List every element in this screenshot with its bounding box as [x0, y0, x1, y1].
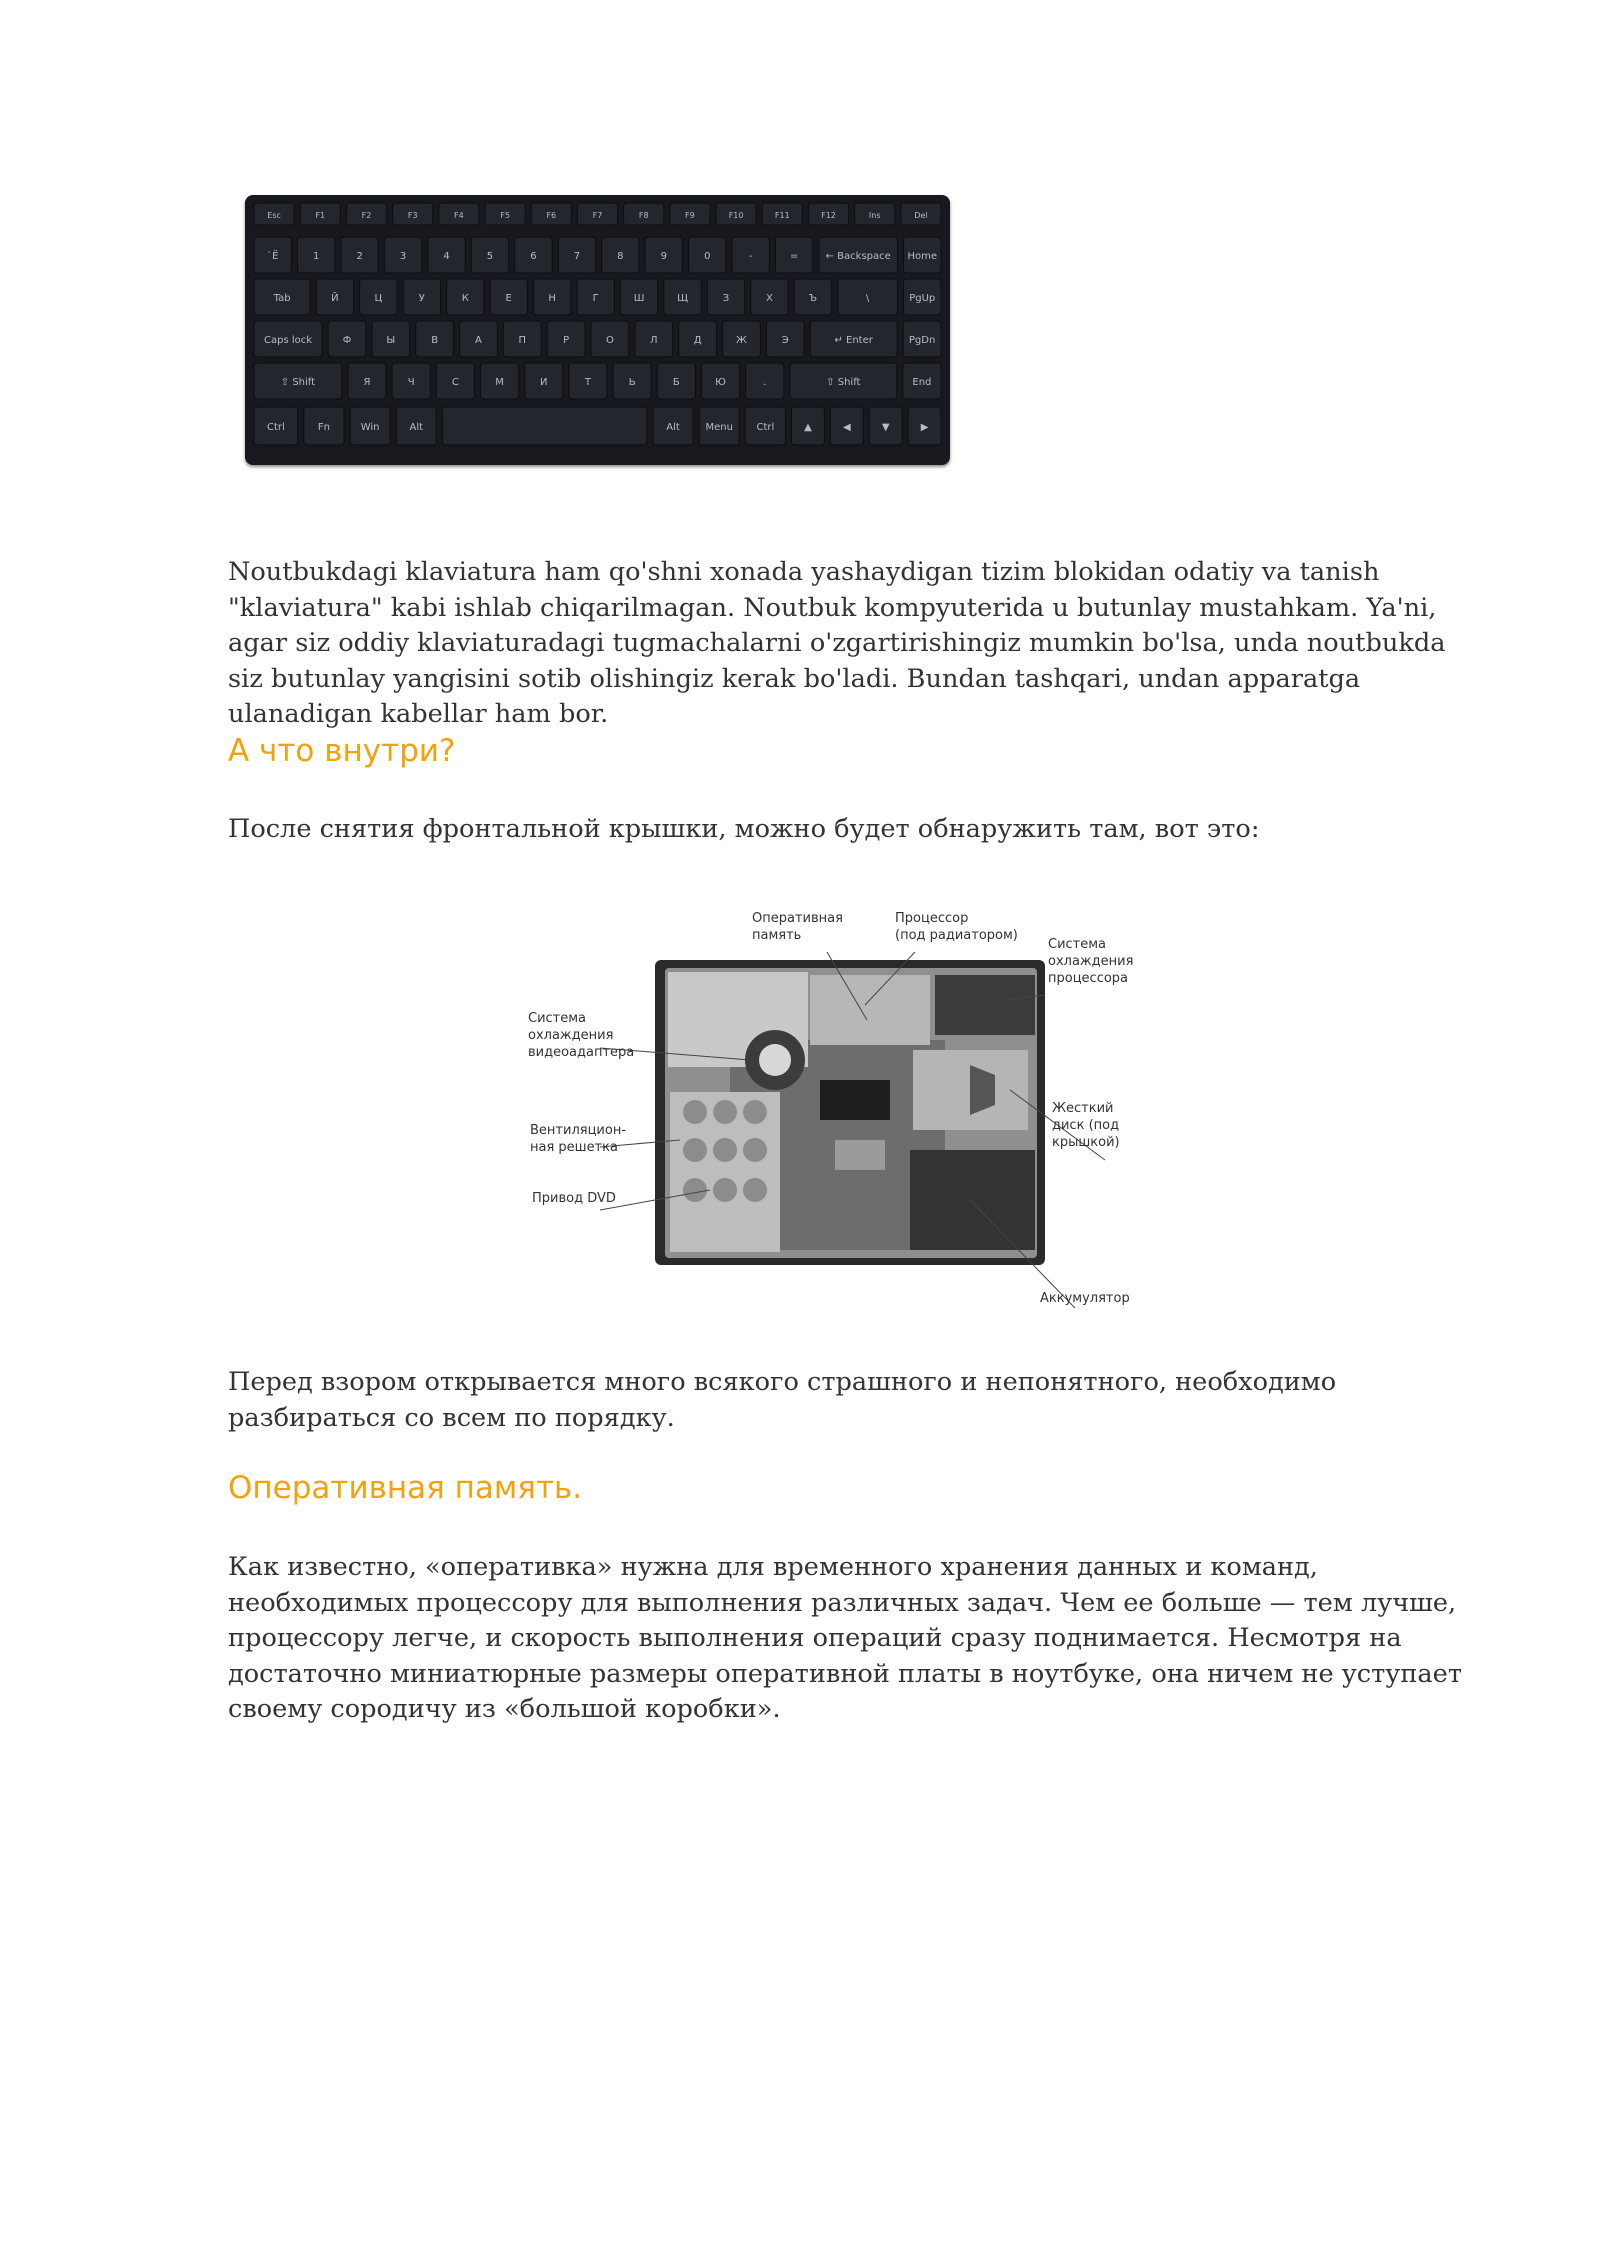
keyboard-key-legend: ↵ Enter: [834, 335, 873, 346]
keyboard-key-legend: F12: [821, 211, 836, 220]
keyboard-key-legend: Ч: [407, 377, 415, 388]
keyboard-key-legend: F7: [592, 211, 603, 220]
keyboard-key-legend: .: [763, 377, 767, 388]
keyboard-key-legend: Ь: [628, 377, 636, 388]
keyboard-key-legend: 9: [660, 251, 667, 262]
label-ram: Оперативная память: [752, 911, 843, 943]
label-cpu-cooling: Система охлаждения процессора: [1048, 937, 1134, 986]
keyboard-key-legend: Э: [781, 335, 789, 346]
keyboard-key-legend: PgDn: [908, 335, 936, 346]
keyboard-key-legend: 4: [443, 251, 450, 262]
keyboard-key-legend: F8: [638, 211, 649, 220]
ram-module: [810, 975, 930, 1045]
keyboard-key-legend: -: [748, 251, 753, 262]
keyboard-key-legend: Ш: [633, 293, 645, 304]
keyboard-key-legend: Menu: [705, 422, 733, 433]
keyboard-key-legend: Д: [693, 335, 702, 346]
keyboard-key-legend: Ы: [386, 335, 396, 346]
keyboard-key-legend: F4: [454, 211, 464, 220]
keyboard-key-legend: 5: [486, 251, 494, 262]
keyboard-key-legend: F2: [361, 211, 372, 220]
keyboard-key-legend: Й: [331, 293, 339, 304]
keyboard-key-legend: У: [418, 293, 425, 304]
keyboard-key-legend: Е: [505, 293, 512, 304]
keyboard-key-legend: =: [789, 251, 799, 262]
keyboard-key-legend: 8: [617, 251, 624, 262]
cpu-cooler: [935, 975, 1035, 1035]
keyboard-key-legend: \: [865, 293, 870, 304]
keyboard-key-legend: Home: [907, 251, 938, 262]
keyboard-key-legend: ⇧ Shift: [826, 377, 861, 388]
keyboard-key-legend: ▼: [881, 422, 890, 433]
keyboard-key-legend: End: [912, 377, 932, 388]
keyboard-key-legend: 2: [356, 251, 363, 262]
keyboard-key-legend: ▲: [804, 422, 812, 433]
keyboard-key-legend: Win: [360, 422, 380, 433]
keyboard-key-legend: 7: [573, 251, 581, 262]
keyboard-key-legend: F1: [315, 211, 326, 220]
keyboard-key-legend: Щ: [677, 293, 689, 304]
keyboard-key-legend: Fn: [317, 422, 330, 433]
keyboard-key-legend: 1: [312, 251, 320, 262]
chip: [835, 1140, 885, 1170]
chip: [820, 1080, 890, 1120]
label-vent: Вентиляцион- ная решетка: [530, 1123, 627, 1155]
heading-inside: А что внутри?: [228, 733, 456, 769]
keyboard-key-legend: Т: [584, 377, 592, 388]
label-cpu: Процессор (под радиатором): [895, 911, 1018, 943]
keyboard-key-legend: F3: [407, 211, 418, 220]
keyboard-key-legend: Ctrl: [756, 422, 775, 433]
keyboard-key-legend: Ж: [736, 335, 747, 346]
keyboard-key-legend: F6: [546, 211, 557, 220]
keyboard-key-legend: М: [495, 377, 504, 388]
keyboard-key-legend: В: [431, 335, 439, 346]
keyboard-key-legend: Н: [548, 293, 556, 304]
keyboard-key-legend: С: [451, 377, 459, 388]
keyboard-key-legend: Я: [363, 377, 371, 388]
keyboard-key-legend: А: [475, 335, 482, 346]
heading-ram: Оперативная память.: [228, 1470, 583, 1506]
keyboard-key-legend: 0: [704, 251, 711, 262]
keyboard-keys: [245, 195, 950, 465]
keyboard-key-legend: F9: [685, 211, 695, 220]
keyboard-key-legend: F11: [774, 211, 790, 220]
keyboard-key-legend: И: [540, 377, 548, 388]
keyboard-key-legend: PgUp: [909, 293, 936, 304]
keyboard-key-legend: Ins: [868, 211, 881, 220]
keyboard-key-legend: Р: [563, 335, 570, 346]
keyboard-key-legend: Л: [650, 335, 658, 346]
keyboard-key-legend: Ю: [715, 377, 726, 388]
label-battery: Аккумулятор: [1040, 1291, 1130, 1306]
keyboard-key-legend: `Ё: [267, 251, 279, 262]
keyboard-key-legend: Х: [766, 293, 773, 304]
keyboard-key-legend: 6: [530, 251, 537, 262]
label-hdd: Жесткий диск (под крышкой): [1052, 1101, 1120, 1150]
keyboard-key-legend: Б: [672, 377, 680, 388]
after-image-paragraph: Перед взором открывается много всякого страшного и непонятного, необходимо разбираться со всем по порядку.: [228, 1367, 1337, 1433]
keyboard-key-legend: 3: [399, 251, 407, 262]
keyboard-image: [245, 195, 950, 465]
keyboard-key-legend: Caps lock: [264, 335, 313, 346]
keyboard-key-legend: ⇧ Shift: [280, 377, 316, 388]
keyboard-key-legend: Г: [592, 293, 599, 304]
keyboard-key-legend: Alt: [666, 422, 680, 433]
battery: [910, 1150, 1035, 1250]
keyboard-key-legend: К: [461, 293, 469, 304]
keyboard-paragraph: Noutbukdagi klaviatura ham qo'shni xonada yashaydigan tizim blokidan odatiy va tanish "klaviatura" kabi ishlab chiqarilmagan. Noutbuk kompyuterida u butunlay mustahkam. Ya'ni, agar siz oddiy klaviaturadagi tugmachalarni o'zgartirishingiz mumkin bo'lsa, unda noutbukda siz butunlay yangisini sotib olishingiz kerak bo'ladi. Bundan tashqari, undan apparatga ulanadigan kabellar ham bor.: [228, 557, 1446, 729]
keyboard-key-legend: Esc: [267, 211, 281, 220]
fan-hub: [759, 1044, 791, 1076]
keyboard-key-legend: Alt: [409, 422, 424, 433]
keyboard-key-legend: F10: [728, 211, 744, 220]
keyboard-key-legend: ← Backspace: [825, 251, 891, 262]
keyboard-key-legend: ◀: [842, 422, 851, 433]
label-dvd: Привод DVD: [532, 1191, 616, 1206]
dvd-holes: [683, 1100, 767, 1202]
keyboard-key-legend: F5: [500, 211, 510, 220]
label-gpu-cooling: Система охлаждения видеоадаптера: [528, 1011, 635, 1060]
keyboard-key-legend: Tab: [273, 293, 291, 304]
ram-paragraph: Как известно, «оперативка» нужна для временного хранения данных и команд, необходимых процессору для выполнения различных задач. Чем ее больше — тем лучше, процессору легче, и скорость выполнения операций сразу поднимается. Несмотря на достаточно миниатюрные размеры оперативной платы в ноутбуке, она ничем не уступает своему сородичу из «большой коробки».: [228, 1552, 1462, 1724]
keyboard-key-legend: П: [518, 335, 527, 346]
keyboard-key-legend: Ctrl: [267, 422, 285, 433]
keyboard-key: [442, 407, 647, 445]
keyboard-key-legend: Ъ: [808, 293, 818, 304]
keyboard-key-legend: З: [722, 293, 730, 304]
keyboard-key-legend: Ц: [374, 293, 383, 304]
keyboard-key-legend: Del: [914, 211, 928, 220]
inside-intro-paragraph: После снятия фронтальной крышки, можно будет обнаружить там, вот это:: [228, 814, 1260, 844]
keyboard-key-legend: Ф: [342, 335, 352, 346]
keyboard-key-legend: О: [606, 335, 614, 346]
keyboard-key-legend: ▶: [920, 422, 929, 433]
laptop-interior-image: [520, 900, 1160, 1320]
